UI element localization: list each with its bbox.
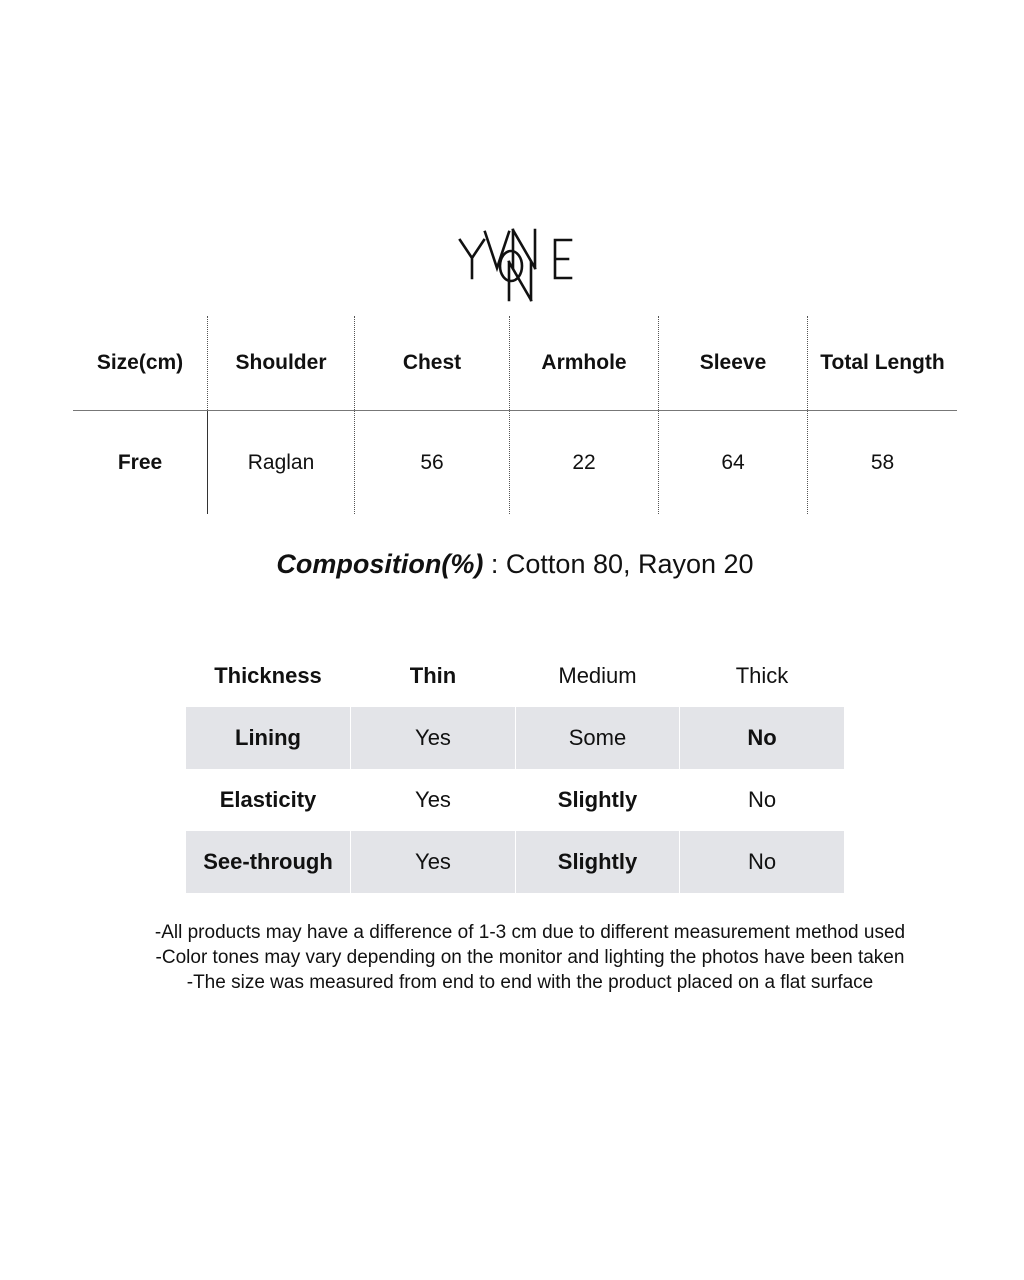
fabric-row-label: Elasticity	[219, 787, 317, 812]
fabric-option: Slightly	[557, 787, 638, 812]
fabric-row-lining	[186, 707, 844, 769]
fabric-option: No	[680, 707, 844, 769]
col-header-total-length: Total Length	[820, 351, 945, 374]
fabric-option: Yes	[351, 831, 515, 893]
chest-value: 56	[420, 451, 444, 474]
fabric-row-thickness	[186, 645, 844, 707]
sleeve-value: 64	[721, 451, 745, 474]
armhole-value: 22	[572, 451, 596, 474]
fabric-option: Some	[516, 707, 679, 769]
col-header-sleeve: Sleeve	[699, 351, 767, 374]
fabric-option: No	[680, 831, 844, 893]
composition-label: Composition(%)	[276, 549, 484, 579]
fabric-option: Yes	[415, 787, 451, 812]
note-line: -The size was measured from end to end with the product placed on a flat surface	[186, 972, 874, 993]
fabric-option: Thin	[409, 663, 457, 688]
fabric-row-label: Lining	[186, 707, 350, 769]
measurement-notes	[0, 920, 1024, 995]
fabric-option: Medium	[558, 663, 637, 688]
fabric-option: Yes	[351, 707, 515, 769]
brand-logo	[455, 222, 577, 304]
shoulder-value: Raglan	[247, 451, 315, 474]
col-header-size: Size(cm)	[96, 351, 184, 374]
fabric-row-elasticity	[186, 769, 844, 831]
col-header-armhole: Armhole	[541, 351, 627, 374]
fabric-attributes-table	[186, 645, 844, 893]
composition-value: : Cotton 80, Rayon 20	[483, 549, 754, 579]
header-rule	[73, 410, 957, 411]
fabric-option: No	[747, 787, 777, 812]
size-value-free: Free	[117, 451, 163, 474]
fabric-row-label: See-through	[186, 831, 350, 893]
col-header-chest: Chest	[402, 351, 462, 374]
note-line: -Color tones may vary depending on the monitor and lighting the photos have been taken	[155, 947, 905, 968]
fabric-row-label: Thickness	[214, 663, 322, 688]
total-length-value: 58	[870, 451, 895, 474]
fabric-option: Slightly	[516, 831, 679, 893]
fabric-option: Thick	[735, 663, 789, 688]
size-table	[73, 316, 957, 514]
composition-line	[0, 549, 1024, 580]
fabric-row-see-through	[186, 831, 844, 893]
note-line: -All products may have a difference of 1-3 cm due to different measurement method used	[154, 922, 906, 943]
col-header-shoulder: Shoulder	[235, 351, 327, 374]
